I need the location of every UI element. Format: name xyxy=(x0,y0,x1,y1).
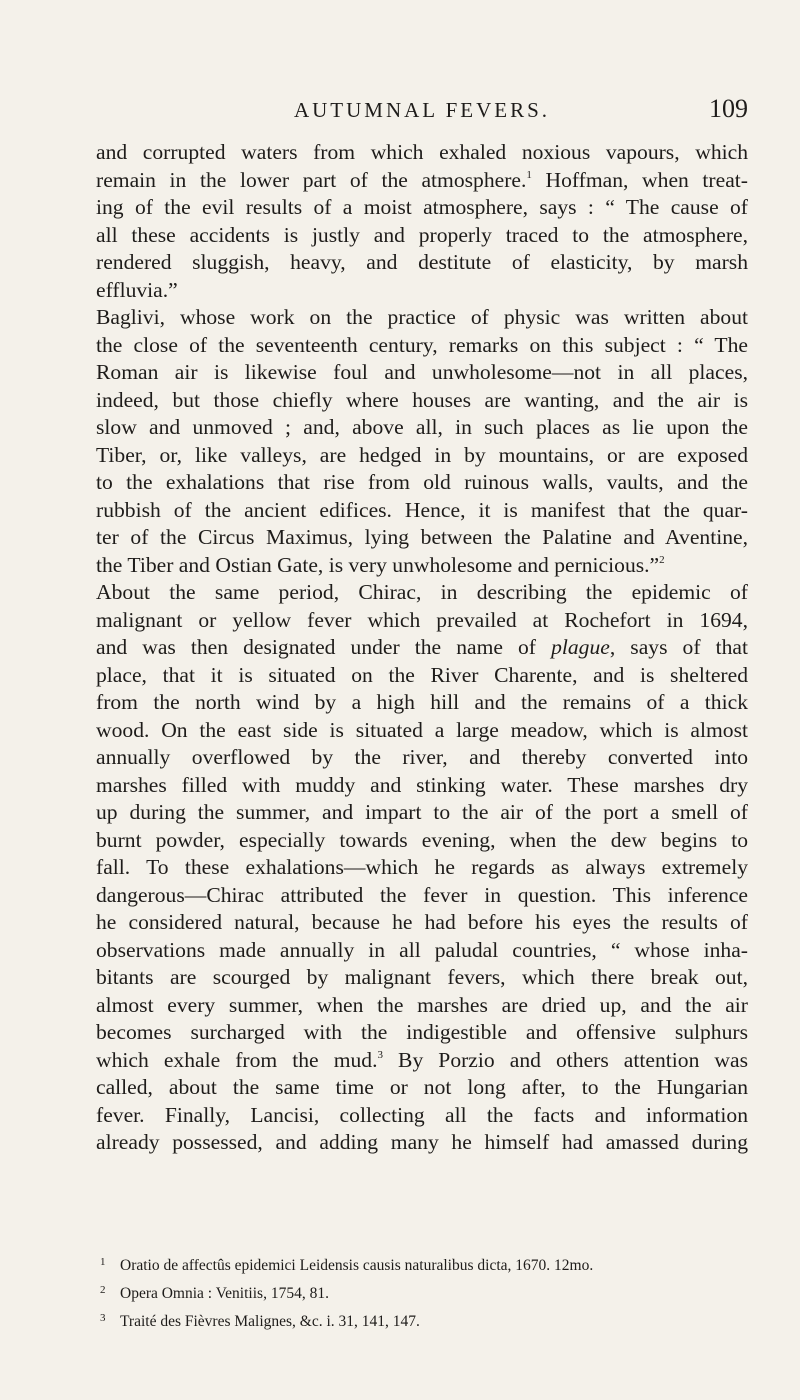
page-number: 109 xyxy=(709,94,748,123)
italic-term: plague xyxy=(551,635,610,659)
footnote-text: Oratio de affectûs epidemici Leidensis causis naturalibus dicta, 1670. 12mo. xyxy=(120,1257,594,1274)
text-line: Baglivi, whose work on the practice of physic was written about xyxy=(96,305,748,329)
body-text xyxy=(96,139,748,1157)
footnote-mark: 3 xyxy=(100,1312,106,1324)
text-line: malignant or yellow fever which prevailed at Rochefort in 1694, xyxy=(96,607,748,632)
text-line: ter of the Circus Maximus, lying between the Palatine and Aventine, xyxy=(96,525,748,549)
text-line: already possessed, and adding many he himself had amassed during xyxy=(96,1130,748,1154)
text-line: annually overflowed by the river, and thereby converted into xyxy=(96,745,748,769)
text-line: effluvia.” xyxy=(96,277,178,302)
text-line: up during the summer, and impart to the air of the port a smell of xyxy=(96,800,748,824)
page-header xyxy=(96,94,748,128)
text-line: rubbish of the ancient edifices. Hence, it is manifest that the quar- xyxy=(96,497,748,522)
text-line: almost every summer, when the marshes are dried up, and the air xyxy=(96,992,748,1017)
text-line: indeed, but those chiefly where houses are wanting, and the air is xyxy=(96,387,748,412)
text-line: which exhale from the mud.$^3$ By Porzio and others attention was xyxy=(96,1047,749,1072)
text-line: fall. To these exhalations—which he regards as always extremely xyxy=(96,855,748,879)
text-line: called, about the same time or not long after, to the Hungarian xyxy=(96,1075,748,1099)
text-line: from the north wind by a high hill and the remains of a thick xyxy=(96,690,748,714)
footnote xyxy=(96,1278,748,1306)
text-line: slow and unmoved ; and, above all, in such places as lie upon the xyxy=(96,415,748,439)
footnote-mark: 1 xyxy=(100,1256,106,1268)
text-line: becomes surcharged with the indigestible and offensive sulphurs xyxy=(96,1020,748,1044)
text-line: bitants are scourged by malignant fevers, which there break out, xyxy=(96,965,748,989)
footnote-ref: 3 xyxy=(377,1048,383,1061)
footnote-mark: 2 xyxy=(100,1284,106,1296)
text-line: rendered sluggish, heavy, and destitute of elasticity, by marsh xyxy=(96,250,748,274)
text-line: dangerous—Chirac attributed the fever in question. This inference xyxy=(96,882,748,907)
text-line: and corrupted waters from which exhaled noxious vapours, which xyxy=(96,140,748,164)
text-line: all these accidents is justly and properly traced to the atmosphere, xyxy=(96,222,748,247)
footnote xyxy=(96,1250,748,1278)
text-line: wood. On the east side is situated a large meadow, which is almost xyxy=(96,717,748,742)
text-line: Tiber, or, like valleys, are hedged in by mountains, or are exposed xyxy=(96,442,748,467)
text-line: and was then designated under the name of plague, says of that xyxy=(96,635,748,659)
text-line: fever. Finally, Lancisi, collecting all the facts and information xyxy=(96,1102,748,1127)
text-line: he considered natural, because he had before his eyes the results of xyxy=(96,910,748,934)
text-line: Roman air is likewise foul and unwholesome—not in all places, xyxy=(96,360,748,384)
footnotes xyxy=(96,1250,748,1334)
running-title: AUTUMNAL FEVERS. xyxy=(293,98,551,122)
footnote-text: Opera Omnia : Venitiis, 1754, 81. xyxy=(120,1285,329,1302)
text-line: remain in the lower part of the atmosphere.$^1$ Hoffman, when treat- xyxy=(96,167,748,192)
text-line: the close of the seventeenth century, remarks on this subject : “ The xyxy=(96,332,748,357)
text-line: observations made annually in all paludal countries, “ whose inha- xyxy=(96,937,748,962)
text-line: to the exhalations that rise from old ruinous walls, vaults, and the xyxy=(96,470,748,494)
text-line: the Tiber and Ostian Gate, is very unwholesome and pernicious.”$^2$ xyxy=(96,552,665,577)
text-line: ing of the evil results of a moist atmosphere, says : “ The cause of xyxy=(96,195,748,219)
footnote-ref: 2 xyxy=(659,553,665,566)
footnote-ref: 1 xyxy=(526,168,532,181)
text-line: marshes filled with muddy and stinking water. These marshes dry xyxy=(96,772,748,797)
footnote xyxy=(96,1306,748,1334)
text-line: burnt powder, especially towards evening, when the dew begins to xyxy=(96,827,748,852)
text-line: About the same period, Chirac, in describing the epidemic of xyxy=(96,580,748,604)
text-line: place, that it is situated on the River Charente, and is sheltered xyxy=(96,662,748,687)
footnote-text: Traité des Fièvres Malignes, &c. i. 31, 141, 147. xyxy=(120,1313,420,1330)
